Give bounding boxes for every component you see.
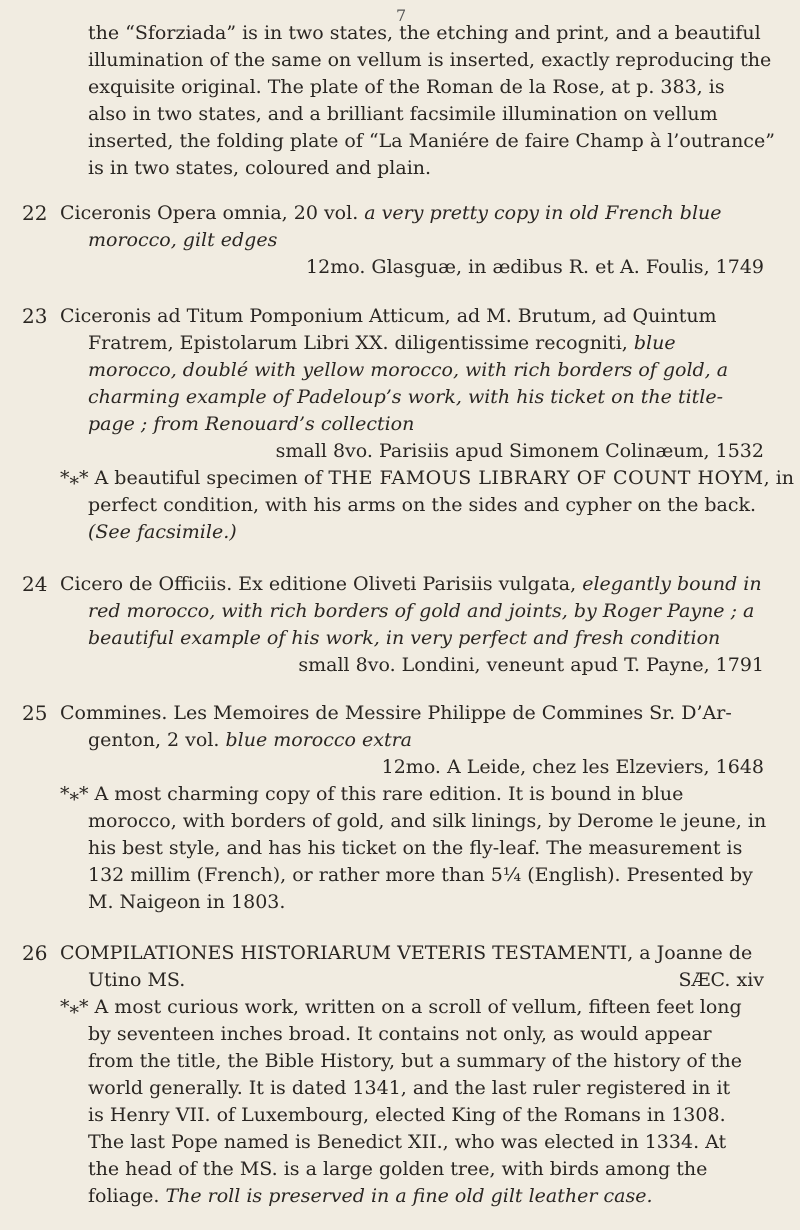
entry-binding-text: charming example of Padeloup’s work, with his ticket on the title- xyxy=(88,386,724,408)
entry-number: 23 xyxy=(22,304,48,328)
entry-note-line xyxy=(88,519,237,546)
entry-note-line xyxy=(88,1183,652,1210)
entry-title: Ciceronis ad Titum Pomponium Atticum, ad M. Brutum, ad Quintum xyxy=(60,305,717,327)
page-number: 7 xyxy=(396,6,407,25)
entry-title-text: Ciceronis Opera omnia, 20 vol. xyxy=(60,202,359,224)
entry-note-line: the head of the MS. is a large golden tree, with birds among the xyxy=(88,1158,708,1180)
entry-note-line: 132 millim (French), or rather more than 5¼ (English). Presented by xyxy=(88,864,753,886)
entry-note-line: *⁎* A most charming copy of this rare edition. It is bound in blue xyxy=(60,783,684,805)
continuation-line: is in two states, coloured and plain. xyxy=(88,157,432,179)
entry-note-italic: The roll is preserved in a fine old gilt leather case. xyxy=(159,1185,653,1207)
entry-binding-text: beautiful example of his work, in very perfect and fresh condition xyxy=(88,627,721,649)
entry-title-text: Cicero de Officiis. Ex editione Oliveti Parisiis vulgata, xyxy=(60,573,577,595)
entry-line xyxy=(88,411,414,438)
entry-binding-text: morocco, gilt edges xyxy=(88,229,278,251)
entry-note-line: *⁎* A most curious work, written on a scroll of vellum, fifteen feet long xyxy=(60,996,742,1018)
entry-note-text: , in xyxy=(763,467,795,489)
entry-title-text: Fratrem, Epistolarum Libri XX. diligentissime recogniti, xyxy=(88,332,628,354)
entry-binding-text: page ; from Renouard’s collection xyxy=(88,413,415,435)
entry-note-line: morocco, with borders of gold, and silk linings, by Derome le jeune, in xyxy=(88,810,767,832)
entry-note-text: *⁎* A beautiful specimen of xyxy=(60,467,323,489)
entry-note-line: from the title, the Bible History, but a summary of the history of the xyxy=(88,1050,743,1072)
continuation-line: the “Sforziada” is in two states, the etching and print, and a beautiful xyxy=(88,22,761,44)
entry-line xyxy=(88,357,728,384)
entry-number: 25 xyxy=(22,701,48,725)
continuation-line: inserted, the folding plate of “La Maniére de faire Champ à l’outrance” xyxy=(88,130,775,152)
entry-note-line: perfect condition, with his arms on the sides and cypher on the back. xyxy=(88,494,757,516)
entry-line: Utino MS. xyxy=(88,969,186,991)
entry-binding-text: elegantly bound in xyxy=(576,573,762,595)
entry-title: Commines. Les Memoires de Messire Philippe de Commines Sr. D’Ar- xyxy=(60,702,732,724)
entry-binding-text: a very pretty copy in old French blue xyxy=(358,202,722,224)
entry-line xyxy=(88,625,720,652)
continuation-line: also in two states, and a brilliant facsimile illumination on vellum xyxy=(88,103,718,125)
entry-note-smallcaps: THE FAMOUS LIBRARY OF COUNT HOYM xyxy=(328,467,764,489)
entry-line xyxy=(88,227,277,254)
entry-imprint: 12mo. A Leide, chez les Elzeviers, 1648 xyxy=(381,756,764,778)
entry-imprint: 12mo. Glasguæ, in ædibus R. et A. Foulis, 1749 xyxy=(306,256,764,278)
entry-note-line: world generally. It is dated 1341, and the last ruler registered in it xyxy=(88,1077,731,1099)
entry-line xyxy=(88,727,412,754)
entry-title xyxy=(60,200,722,227)
entry-title: COMPILATIONES HISTORIARUM VETERIS TESTAMENTI, a Joanne de xyxy=(60,942,753,964)
continuation-line: exquisite original. The plate of the Roman de la Rose, at p. 383, is xyxy=(88,76,725,98)
entry-title xyxy=(60,571,762,598)
continuation-line: illumination of the same on vellum is inserted, exactly reproducing the xyxy=(88,49,772,71)
entry-title-text: genton, 2 vol. xyxy=(88,729,220,751)
entry-note-line: his best style, and has his ticket on the fly-leaf. The measurement is xyxy=(88,837,743,859)
entry-note-italic: (See facsimile.) xyxy=(88,521,237,543)
entry-note-line: by seventeen inches broad. It contains not only, as would appear xyxy=(88,1023,712,1045)
entry-note-line: is Henry VII. of Luxembourg, elected King of the Romans in 1308. xyxy=(88,1104,726,1126)
entry-number: 24 xyxy=(22,572,48,596)
entry-note xyxy=(60,465,794,492)
entry-note-text: foliage. xyxy=(88,1185,160,1207)
entry-number: 26 xyxy=(22,941,48,965)
entry-number: 22 xyxy=(22,201,48,225)
entry-imprint: small 8vo. Parisiis apud Simonem Colinæum, 1532 xyxy=(275,440,764,462)
entry-binding-text: blue xyxy=(627,332,676,354)
entry-binding-text: blue morocco extra xyxy=(219,729,412,751)
entry-line xyxy=(88,384,723,411)
entry-date: SÆC. xiv xyxy=(678,969,764,991)
entry-line xyxy=(88,598,754,625)
entry-binding-text: morocco, doublé with yellow morocco, with rich borders of gold, a xyxy=(88,359,729,381)
entry-line xyxy=(88,330,676,357)
entry-imprint: small 8vo. Londini, veneunt apud T. Payne, 1791 xyxy=(298,654,764,676)
entry-binding-text: red morocco, with rich borders of gold and joints, by Roger Payne ; a xyxy=(88,600,755,622)
entry-note-line: The last Pope named is Benedict XII., who was elected in 1334. At xyxy=(88,1131,727,1153)
entry-note-line: M. Naigeon in 1803. xyxy=(88,891,286,913)
